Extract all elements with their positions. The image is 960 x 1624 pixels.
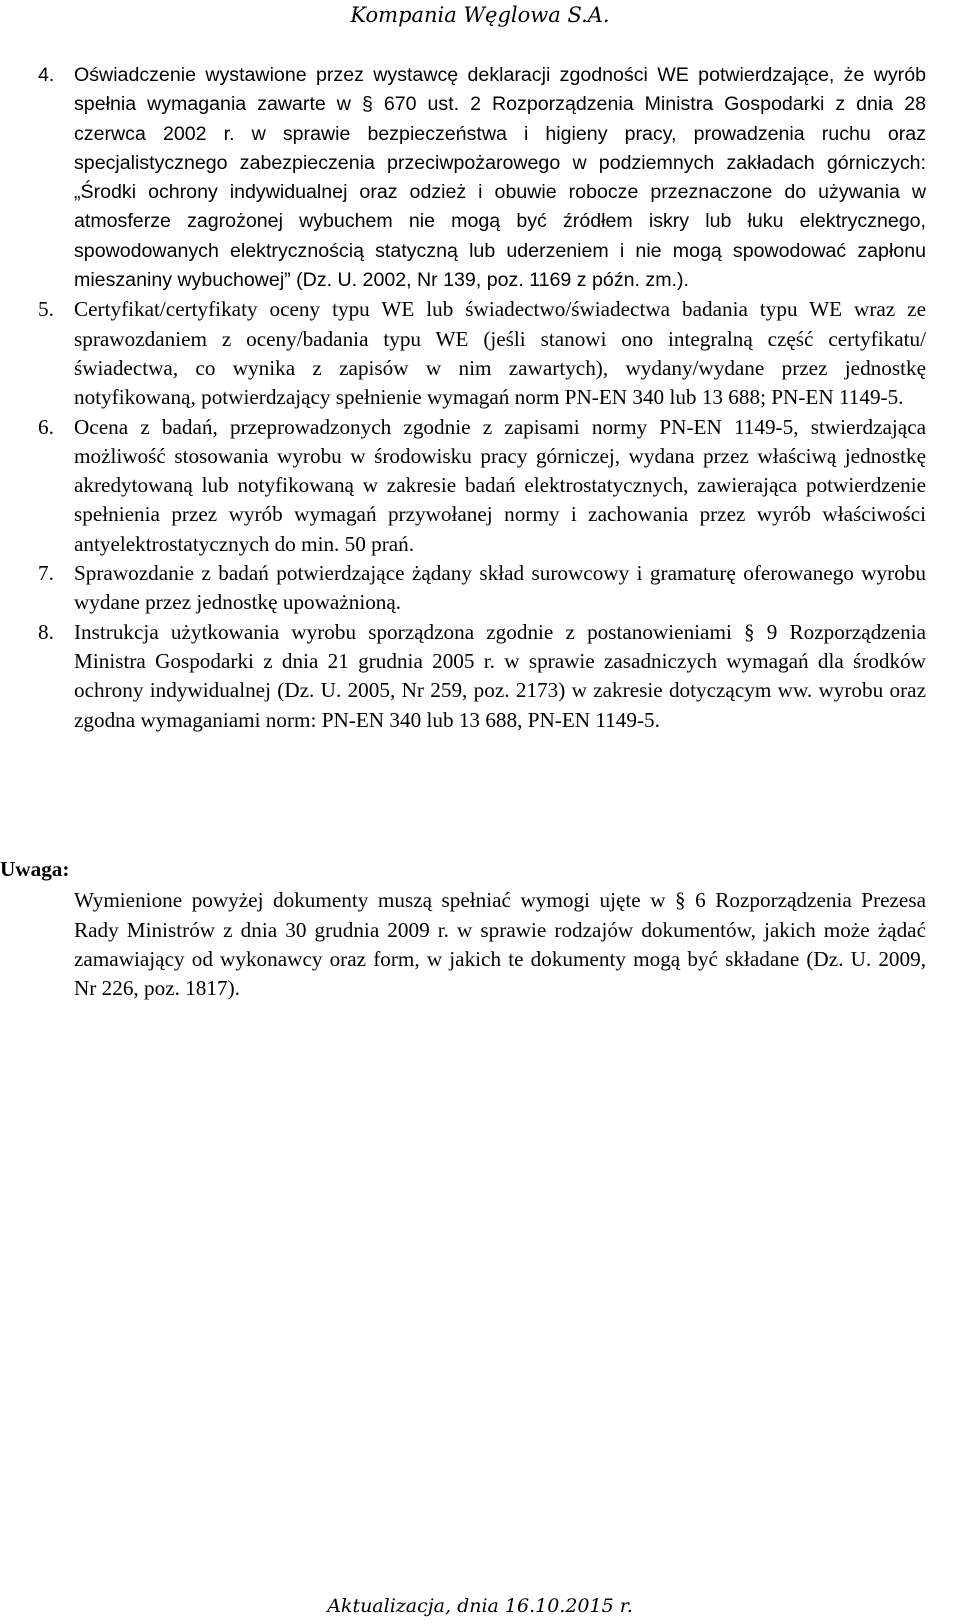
page-header [0, 0, 960, 30]
list-item-text: Sprawozdanie z badań potwierdzające żądany skład surowcowy i gramaturę oferowanego wyrobu wydane przez jednostkę upoważnioną. [74, 561, 926, 615]
list-item-text: Ocena z badań, przeprowadzonych zgodnie z zapisami normy PN-EN 1149-5, stwierdzająca możliwość stosowania wyrobu w środowisku pracy górniczej, wydana przez właściwą jednostkę akredytowaną lub notyfikowaną w zakresie badań elektrostatycznych, zawierająca potwierdzenie spełnienia przez wyrób wymagań przywołanej normy i zachowania przez wyrób właściwości antyelektrostatycznych do min. 50 prań. [74, 414, 926, 556]
list-item [38, 61, 926, 295]
list-item [38, 413, 926, 559]
list-item-number: 8. [38, 619, 54, 644]
list-item [38, 559, 926, 618]
list-item-text: Oświadczenie wystawione przez wystawcę deklaracji zgodności WE potwierdzające, że wyrób spełnia wymagania zawarte w § 670 ust. 2 Rozporządzenia Ministra Gospodarki z dnia 28 czerwca 2002 r. w sprawie bezpieczeństwa i higieny pracy, prowadzenia ruchu oraz specjalistycznego zabezpieczenia przeciwpożarowego w podziemnych zakładach górniczych: „Środki ochrony indywidualnej oraz odzież i obuwie robocze przeznaczone do używania w atmosferze zagrożonej wybuchem nie mogą być źródłem iskry lub łuku elektrycznego, spowodowanych elektrycznością statyczną lub uderzeniem i nie mogą spowodować zapłonu mieszaniny wybuchowej” (Dz. U. 2002, Nr 139, poz. 1169 z późn. zm.). [74, 64, 926, 292]
list-item-text: Instrukcja użytkowania wyrobu sporządzona zgodnie z postanowieniami § 9 Rozporządzenia Ministra Gospodarki z dnia 21 grudnia 2005 r. w sprawie zasadniczych wymagań dla środków ochrony indywidualnej (Dz. U. 2005, Nr 259, poz. 2173) w zakresie dotyczącym ww. wyrobu oraz zgodna wymaganiami norm: PN-EN 340 lub 13 688, PN-EN 1149-5. [74, 619, 926, 732]
document-requirements-list [38, 61, 926, 735]
list-item-text: Certyfikat/certyfikaty oceny typu WE lub świadectwo/świadectwa badania typu WE wraz ze sprawozdaniem z oceny/badania typu WE (jeśli stanowi ono integralną część certyfikatu/świadectwa, co wynika z zapisów w nim zawartych), wydany/wydane przez jednostkę notyfikowaną, potwierdzający spełnienie wymagań norm PN-EN 340 lub 13 688; PN-EN 1149-5. [74, 297, 926, 410]
list-item [38, 295, 926, 412]
list-item-number: 5. [38, 297, 54, 322]
list-item-number: 7. [38, 561, 54, 586]
note-label: Uwaga: [0, 857, 70, 881]
list-item-number: 4. [38, 64, 55, 86]
list-item [38, 618, 926, 735]
company-name: Kompania Węglowa S.A. [350, 3, 610, 27]
note-text: Wymienione powyżej dokumenty muszą spełniać wymogi ujęte w § 6 Rozporządzenia Prezesa Rady Ministrów z dnia 30 grudnia 2009 r. w sprawie rodzajów dokumentów, jakich może żądać zamawiający od wykonawcy oraz form, w jakich te dokumenty mogą być składane (Dz. U. 2009, Nr 226, poz. 1817). [74, 888, 926, 1001]
update-date: Aktualizacja, dnia 16.10.2015 r. [327, 1595, 633, 1617]
page-footer [0, 1593, 960, 1619]
list-item-number: 6. [38, 414, 54, 439]
note-section [0, 855, 926, 1003]
